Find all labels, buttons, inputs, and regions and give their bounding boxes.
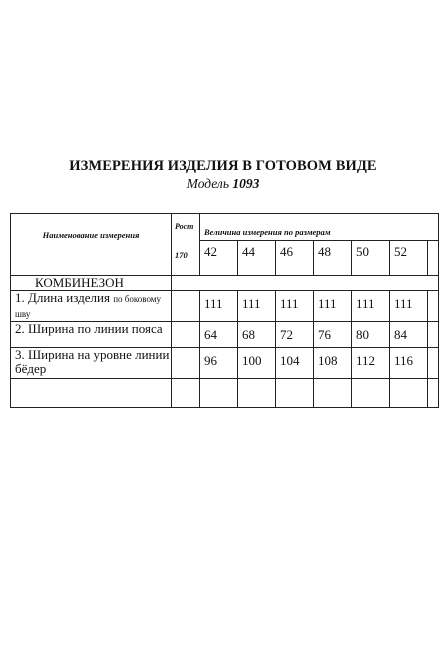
empty-cell	[428, 291, 439, 322]
value-cell: 84	[390, 322, 428, 348]
empty-cell	[11, 379, 172, 408]
value-cell: 104	[276, 348, 314, 379]
value-cell: 111	[314, 291, 352, 322]
header-height	[172, 214, 200, 276]
empty-cell	[276, 276, 314, 291]
empty-cell	[172, 291, 200, 322]
empty-cell	[428, 322, 439, 348]
model-label: Модель	[186, 176, 229, 191]
empty-cell	[352, 379, 390, 408]
value-cell: 108	[314, 348, 352, 379]
table-row	[11, 322, 439, 348]
empty-cell	[172, 379, 200, 408]
value-cell: 112	[352, 348, 390, 379]
value-cell: 111	[390, 291, 428, 322]
row-label: 2. Ширина по линии пояса	[11, 322, 172, 348]
measurements-table	[10, 213, 439, 408]
height-label: Рост	[175, 222, 194, 231]
empty-cell	[428, 379, 439, 408]
table-row	[11, 379, 439, 408]
size-cell: 50	[352, 241, 390, 276]
empty-cell	[390, 276, 428, 291]
empty-cell	[428, 276, 439, 291]
empty-cell	[428, 348, 439, 379]
size-cell: 44	[238, 241, 276, 276]
model-number: 1093	[232, 176, 260, 191]
document-title: ИЗМЕРЕНИЯ ИЗДЕЛИЯ В ГОТОВОМ ВИДЕ	[69, 158, 377, 174]
empty-cell	[172, 348, 200, 379]
value-cell: 111	[200, 291, 238, 322]
empty-cell	[200, 379, 238, 408]
value-cell: 64	[200, 322, 238, 348]
value-cell: 72	[276, 322, 314, 348]
value-cell: 111	[352, 291, 390, 322]
value-cell: 96	[200, 348, 238, 379]
height-value: 170	[175, 250, 188, 260]
row-label	[11, 291, 172, 322]
table-row	[11, 291, 439, 322]
size-cell: 46	[276, 241, 314, 276]
header-measurement-name: Наименование измерения	[11, 214, 172, 276]
empty-cell	[200, 276, 238, 291]
size-cell: 42	[200, 241, 238, 276]
empty-cell	[428, 241, 439, 276]
empty-cell	[314, 276, 352, 291]
row-label-main: 1. Длина изделия	[15, 290, 110, 305]
size-cell: 52	[390, 241, 428, 276]
empty-cell	[390, 379, 428, 408]
empty-cell	[314, 379, 352, 408]
header-sizes: Величина измерения по размерам	[200, 214, 439, 241]
value-cell: 116	[390, 348, 428, 379]
value-cell: 68	[238, 322, 276, 348]
empty-cell	[352, 276, 390, 291]
model-subtitle	[0, 176, 446, 192]
row-label-note: по боковому шву	[15, 294, 161, 319]
table-row	[11, 348, 439, 379]
size-cell: 48	[314, 241, 352, 276]
value-cell: 100	[238, 348, 276, 379]
row-label: 3. Ширина на уровне линии бёдер	[11, 348, 172, 379]
empty-cell	[276, 379, 314, 408]
section-title: КОМБИНЕЗОН	[11, 276, 172, 291]
empty-cell	[238, 379, 276, 408]
value-cell: 111	[238, 291, 276, 322]
value-cell: 111	[276, 291, 314, 322]
value-cell: 76	[314, 322, 352, 348]
empty-cell	[172, 276, 200, 291]
value-cell: 80	[352, 322, 390, 348]
empty-cell	[238, 276, 276, 291]
empty-cell	[172, 322, 200, 348]
